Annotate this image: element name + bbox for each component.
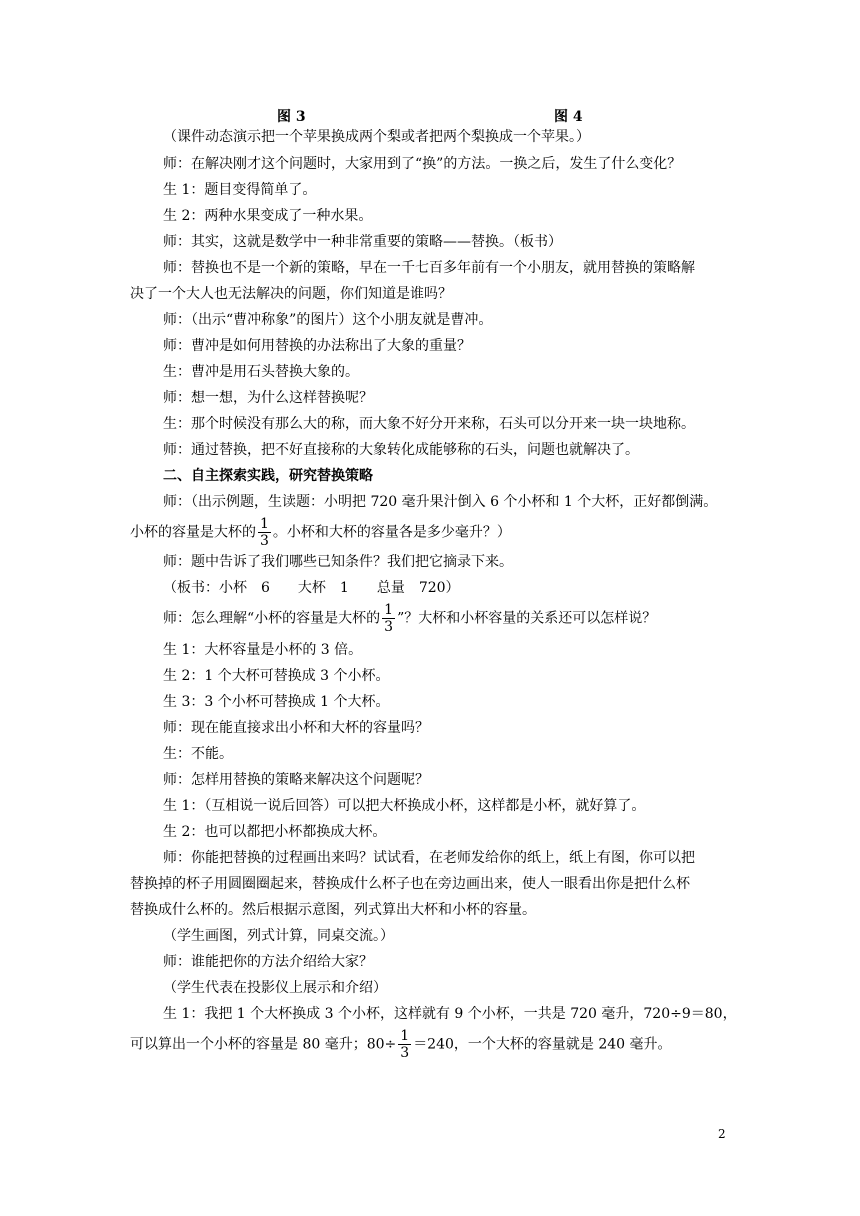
paragraph-line: 师：现在能直接求出小杯和大杯的容量吗？	[163, 720, 429, 736]
paragraph-line: （学生代表在投影仪上展示和介绍）	[163, 980, 387, 996]
paragraph-line: 师：其实，这就是数学中一种非常重要的策略——替换。（板书）	[163, 234, 562, 250]
fraction-denominator: 3	[260, 533, 269, 549]
text-segment: ＝240，一个大杯的容量就是 240 毫升。	[413, 1036, 672, 1053]
paragraph-line: 生：不能。	[163, 746, 233, 762]
fraction-numerator: 1	[260, 516, 269, 532]
text-segment: ”？大杯和小杯容量的关系还可以怎样说？	[397, 610, 657, 627]
fraction-denominator: 3	[384, 619, 394, 635]
paragraph-line: 师：想一想，为什么这样替换呢？	[163, 390, 373, 406]
blackboard-note: （板书：小杯 6 大杯 1 总量 720）	[163, 580, 460, 596]
section-heading: 二、自主探索实践，研究替换策略	[163, 468, 373, 484]
paragraph-line: 师：题中告诉了我们哪些已知条件？我们把它摘录下来。	[163, 554, 513, 570]
text-segment: 小杯的容量是大杯的	[130, 524, 256, 541]
paragraph-line: 师：（出示“曹冲称象”的图片）这个小朋友就是曹冲。	[163, 312, 493, 328]
paragraph-line: 师：怎样用替换的策略来解决这个问题呢？	[163, 772, 429, 788]
paragraph-line: 生 3：3 个小杯可替换成 1 个大杯。	[163, 694, 390, 710]
paragraph-line: 生 2：1 个大杯可替换成 3 个小杯。	[163, 668, 390, 684]
figure-4-caption: 图 4	[554, 109, 583, 125]
paragraph-line: （课件动态演示把一个苹果换成两个梨或者把两个梨换成一个苹果。）	[163, 129, 590, 145]
paragraph-line: 师：你能把替换的过程画出来吗？试试看，在老师发给你的纸上，纸上有图，你可以把	[163, 850, 695, 866]
paragraph-line: （学生画图，列式计算，同桌交流。）	[163, 928, 394, 944]
paragraph-line: 师：曹冲是如何用替换的办法称出了大象的重量？	[163, 338, 471, 354]
paragraph-line: 师：替换也不是一个新的策略，早在一千七百多年前有一个小朋友，就用替换的策略解	[163, 260, 695, 276]
page-number: 2	[718, 1127, 726, 1141]
paragraph-line: 生 1：（互相说一说后回答）可以把大杯换成小杯，这样都是小杯，就好算了。	[163, 798, 646, 814]
paragraph-line: 替换掉的杯子用圆圈圈起来，替换成什么杯子也在旁边画出来，使人一眼看出你是把什么杯	[130, 876, 690, 892]
paragraph-line: 师：谁能把你的方法介绍给大家？	[163, 954, 373, 970]
paragraph-line: 生 1：大杯容量是小杯的 3 倍。	[163, 642, 363, 658]
paragraph-line: 生 1：我把 1 个大杯换成 3 个小杯，这样就有 9 个小杯，一共是 720 毫升，720÷9＝80，	[163, 1006, 737, 1022]
paragraph-line: 师：（出示例题，生读题：小明把 720 毫升果汁倒入 6 个小杯和 1 个大杯，正好都倒满。	[163, 494, 718, 510]
fraction-one-third	[258, 516, 271, 549]
fraction-one-third	[382, 602, 395, 635]
figure-3-caption: 图 3	[277, 109, 306, 125]
paragraph-line: 决了一个大人也无法解决的问题，你们知道是谁吗？	[130, 286, 452, 302]
paragraph-line: 替换成什么杯的。然后根据示意图，列式算出大杯和小杯的容量。	[130, 902, 536, 918]
paragraph-line-with-fraction	[130, 1028, 672, 1061]
paragraph-line: 师：在解决刚才这个问题时，大家用到了“换”的方法。一换之后，发生了什么变化？	[163, 156, 682, 172]
text-segment: 。小杯和大杯的容量各是多少毫升？）	[272, 524, 511, 541]
text-segment: 可以算出一个小杯的容量是 80 毫升；80÷	[130, 1036, 397, 1053]
fraction-numerator: 1	[400, 1028, 410, 1044]
text-segment: 师：怎么理解“小杯的容量是大杯的	[163, 610, 381, 627]
paragraph-line: 师：通过替换，把不好直接称的大象转化成能够称的石头，问题也就解决了。	[163, 442, 639, 458]
paragraph-line: 生 2：也可以都把小杯都换成大杯。	[163, 824, 387, 840]
paragraph-line: 生 1：题目变得简单了。	[163, 182, 317, 198]
paragraph-line: 生 2：两种水果变成了一种水果。	[163, 208, 373, 224]
fraction-one-third	[398, 1028, 411, 1061]
paragraph-line: 生：那个时候没有那么大的称，而大象不好分开来称，石头可以分开来一块一块地称。	[163, 416, 695, 432]
fraction-numerator: 1	[384, 602, 394, 618]
fraction-denominator: 3	[400, 1045, 410, 1061]
paragraph-line-with-fraction	[130, 516, 511, 549]
paragraph-line: 生：曹冲是用石头替换大象的。	[163, 364, 359, 380]
paragraph-line-with-fraction	[163, 602, 656, 635]
